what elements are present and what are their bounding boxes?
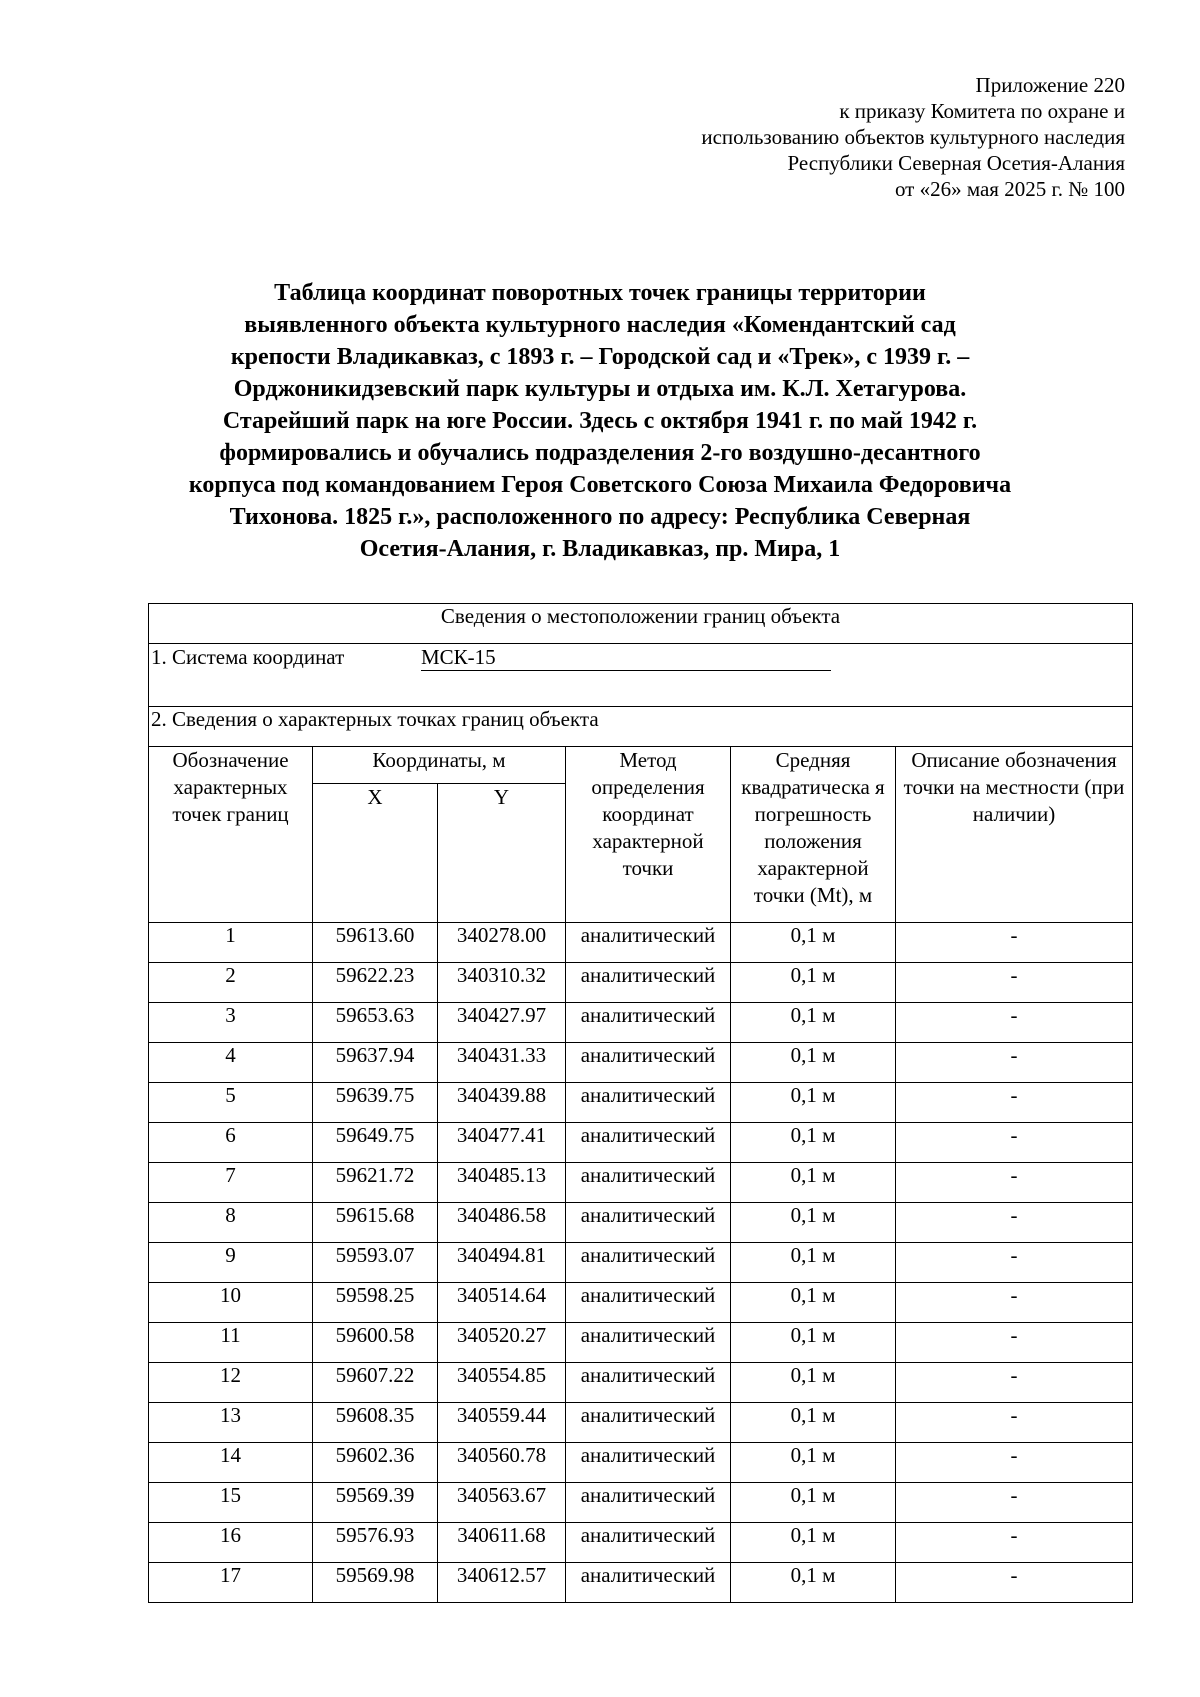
coord-x: 59608.35 — [313, 1403, 438, 1443]
point-number: 14 — [149, 1443, 313, 1483]
method-cell: аналитический — [566, 1323, 731, 1363]
coord-x: 59621.72 — [313, 1163, 438, 1203]
table-row — [149, 1523, 1133, 1563]
error-cell: 0,1 м — [731, 1403, 896, 1443]
coord-y: 340485.13 — [438, 1163, 566, 1203]
coord-y: 340612.57 — [438, 1563, 566, 1603]
coord-y: 340520.27 — [438, 1323, 566, 1363]
description-cell: - — [896, 1123, 1133, 1163]
header-designation: Обозначение характерных точек границ — [149, 747, 313, 923]
description-cell: - — [896, 1163, 1133, 1203]
coord-x: 59637.94 — [313, 1043, 438, 1083]
point-number: 4 — [149, 1043, 313, 1083]
table-row — [149, 1563, 1133, 1603]
method-cell: аналитический — [566, 963, 731, 1003]
method-cell: аналитический — [566, 1363, 731, 1403]
table-row — [149, 1363, 1133, 1403]
description-cell: - — [896, 963, 1133, 1003]
table-row — [149, 1123, 1133, 1163]
point-number: 15 — [149, 1483, 313, 1523]
header-y: Y — [438, 784, 566, 923]
point-number: 13 — [149, 1403, 313, 1443]
coord-y: 340486.58 — [438, 1203, 566, 1243]
point-number: 5 — [149, 1083, 313, 1123]
title-line: корпуса под командованием Героя Советского Союза Михаила Федоровича — [188, 472, 1012, 498]
point-number: 9 — [149, 1243, 313, 1283]
header-x: X — [313, 784, 438, 923]
coord-y: 340554.85 — [438, 1363, 566, 1403]
error-cell: 0,1 м — [731, 1363, 896, 1403]
description-cell: - — [896, 1483, 1133, 1523]
coord-y: 340514.64 — [438, 1283, 566, 1323]
document-title — [120, 277, 1080, 565]
title-line: выявленного объекта культурного наследия «Комендантский сад — [244, 312, 956, 338]
table-row — [149, 1083, 1133, 1123]
table-row — [149, 923, 1133, 963]
description-cell: - — [896, 1043, 1133, 1083]
point-number: 11 — [149, 1323, 313, 1363]
table-row — [149, 1403, 1133, 1443]
table-row — [149, 1243, 1133, 1283]
method-cell: аналитический — [566, 1523, 731, 1563]
coord-x: 59649.75 — [313, 1123, 438, 1163]
appendix-line: Республики Северная Осетия-Алания — [787, 151, 1125, 175]
title-line: крепости Владикавказ, с 1893 г. – Городской сад и «Трек», с 1939 г. – — [230, 344, 970, 370]
description-cell: - — [896, 923, 1133, 963]
error-cell: 0,1 м — [731, 1323, 896, 1363]
header-error: Средняя квадратическа я погрешность положения характерной точки (Mt), м — [731, 747, 896, 923]
coord-x: 59576.93 — [313, 1523, 438, 1563]
coord-y: 340559.44 — [438, 1403, 566, 1443]
table-row — [149, 1283, 1133, 1323]
coord-x: 59653.63 — [313, 1003, 438, 1043]
point-number: 16 — [149, 1523, 313, 1563]
title-line: Старейший парк на юге России. Здесь с октября 1941 г. по май 1942 г. — [222, 408, 978, 434]
method-cell: аналитический — [566, 1203, 731, 1243]
coord-y: 340439.88 — [438, 1083, 566, 1123]
title-line: Таблица координат поворотных точек границы территории — [274, 280, 926, 306]
point-number: 7 — [149, 1163, 313, 1203]
coord-x: 59639.75 — [313, 1083, 438, 1123]
table-row — [149, 1163, 1133, 1203]
header-description: Описание обозначения точки на местности (при наличии) — [896, 747, 1133, 923]
coord-y: 340611.68 — [438, 1523, 566, 1563]
method-cell: аналитический — [566, 1163, 731, 1203]
coord-x: 59593.07 — [313, 1243, 438, 1283]
section-title: Сведения о местоположении границ объекта — [149, 604, 1133, 644]
description-cell: - — [896, 1363, 1133, 1403]
coord-x: 59598.25 — [313, 1283, 438, 1323]
description-cell: - — [896, 1243, 1133, 1283]
title-line: формировались и обучались подразделения 2-го воздушно-десантного — [219, 440, 981, 466]
method-cell: аналитический — [566, 1443, 731, 1483]
error-cell: 0,1 м — [731, 1443, 896, 1483]
coord-y: 340310.32 — [438, 963, 566, 1003]
coord-x: 59607.22 — [313, 1363, 438, 1403]
coord-y: 340431.33 — [438, 1043, 566, 1083]
error-cell: 0,1 м — [731, 1083, 896, 1123]
error-cell: 0,1 м — [731, 1523, 896, 1563]
appendix-line: использованию объектов культурного наследия — [701, 125, 1125, 149]
coord-system-label: 1. Система координат — [151, 645, 345, 669]
coord-y: 340560.78 — [438, 1443, 566, 1483]
table-row — [149, 1203, 1133, 1243]
coord-y: 340477.41 — [438, 1123, 566, 1163]
appendix-line: от «26» мая 2025 г. № 100 — [894, 177, 1125, 201]
table-row — [149, 1483, 1133, 1523]
error-cell: 0,1 м — [731, 1283, 896, 1323]
point-number: 3 — [149, 1003, 313, 1043]
point-number: 2 — [149, 963, 313, 1003]
method-cell: аналитический — [566, 1283, 731, 1323]
title-line: Орджоникидзевский парк культуры и отдыха им. К.Л. Хетагурова. — [233, 376, 967, 402]
appendix-line: к приказу Комитета по охране и — [839, 99, 1125, 123]
error-cell: 0,1 м — [731, 1203, 896, 1243]
coord-x: 59602.36 — [313, 1443, 438, 1483]
method-cell: аналитический — [566, 1483, 731, 1523]
appendix-line: Приложение 220 — [975, 73, 1125, 97]
method-cell: аналитический — [566, 1403, 731, 1443]
appendix-block — [701, 72, 1125, 202]
coord-x: 59569.98 — [313, 1563, 438, 1603]
table-row — [149, 1323, 1133, 1363]
coord-x: 59569.39 — [313, 1483, 438, 1523]
error-cell: 0,1 м — [731, 1243, 896, 1283]
method-cell: аналитический — [566, 923, 731, 963]
coord-y: 340494.81 — [438, 1243, 566, 1283]
error-cell: 0,1 м — [731, 1043, 896, 1083]
method-cell: аналитический — [566, 1243, 731, 1283]
point-number: 6 — [149, 1123, 313, 1163]
method-cell: аналитический — [566, 1003, 731, 1043]
error-cell: 0,1 м — [731, 1003, 896, 1043]
coord-system-value: МСК-15 — [421, 644, 831, 671]
description-cell: - — [896, 1003, 1133, 1043]
header-coordinates: Координаты, м — [313, 747, 566, 784]
description-cell: - — [896, 1083, 1133, 1123]
error-cell: 0,1 м — [731, 1163, 896, 1203]
method-cell: аналитический — [566, 1563, 731, 1603]
header-method: Метод определения координат характерной точки — [566, 747, 731, 923]
description-cell: - — [896, 1283, 1133, 1323]
coordinates-table — [148, 603, 1133, 1603]
table-row — [149, 1043, 1133, 1083]
point-number: 8 — [149, 1203, 313, 1243]
method-cell: аналитический — [566, 1123, 731, 1163]
error-cell: 0,1 м — [731, 1123, 896, 1163]
coord-x: 59622.23 — [313, 963, 438, 1003]
point-number: 17 — [149, 1563, 313, 1603]
point-number: 10 — [149, 1283, 313, 1323]
coord-y: 340278.00 — [438, 923, 566, 963]
error-cell: 0,1 м — [731, 963, 896, 1003]
table-row — [149, 963, 1133, 1003]
point-number: 1 — [149, 923, 313, 963]
description-cell: - — [896, 1323, 1133, 1363]
points-title: 2. Сведения о характерных точках границ объекта — [149, 707, 1133, 747]
method-cell: аналитический — [566, 1043, 731, 1083]
description-cell: - — [896, 1443, 1133, 1483]
error-cell: 0,1 м — [731, 923, 896, 963]
description-cell: - — [896, 1563, 1133, 1603]
coord-y: 340563.67 — [438, 1483, 566, 1523]
table-row — [149, 1443, 1133, 1483]
description-cell: - — [896, 1523, 1133, 1563]
title-line: Осетия-Алания, г. Владикавказ, пр. Мира, 1 — [359, 536, 841, 562]
coord-y: 340427.97 — [438, 1003, 566, 1043]
error-cell: 0,1 м — [731, 1563, 896, 1603]
table-row — [149, 1003, 1133, 1043]
description-cell: - — [896, 1403, 1133, 1443]
coord-x: 59613.60 — [313, 923, 438, 963]
coord-x: 59615.68 — [313, 1203, 438, 1243]
description-cell: - — [896, 1203, 1133, 1243]
error-cell: 0,1 м — [731, 1483, 896, 1523]
method-cell: аналитический — [566, 1083, 731, 1123]
point-number: 12 — [149, 1363, 313, 1403]
title-line: Тихонова. 1825 г.», расположенного по адресу: Республика Северная — [229, 504, 971, 530]
coord-x: 59600.58 — [313, 1323, 438, 1363]
coord-system-row — [149, 644, 1133, 707]
